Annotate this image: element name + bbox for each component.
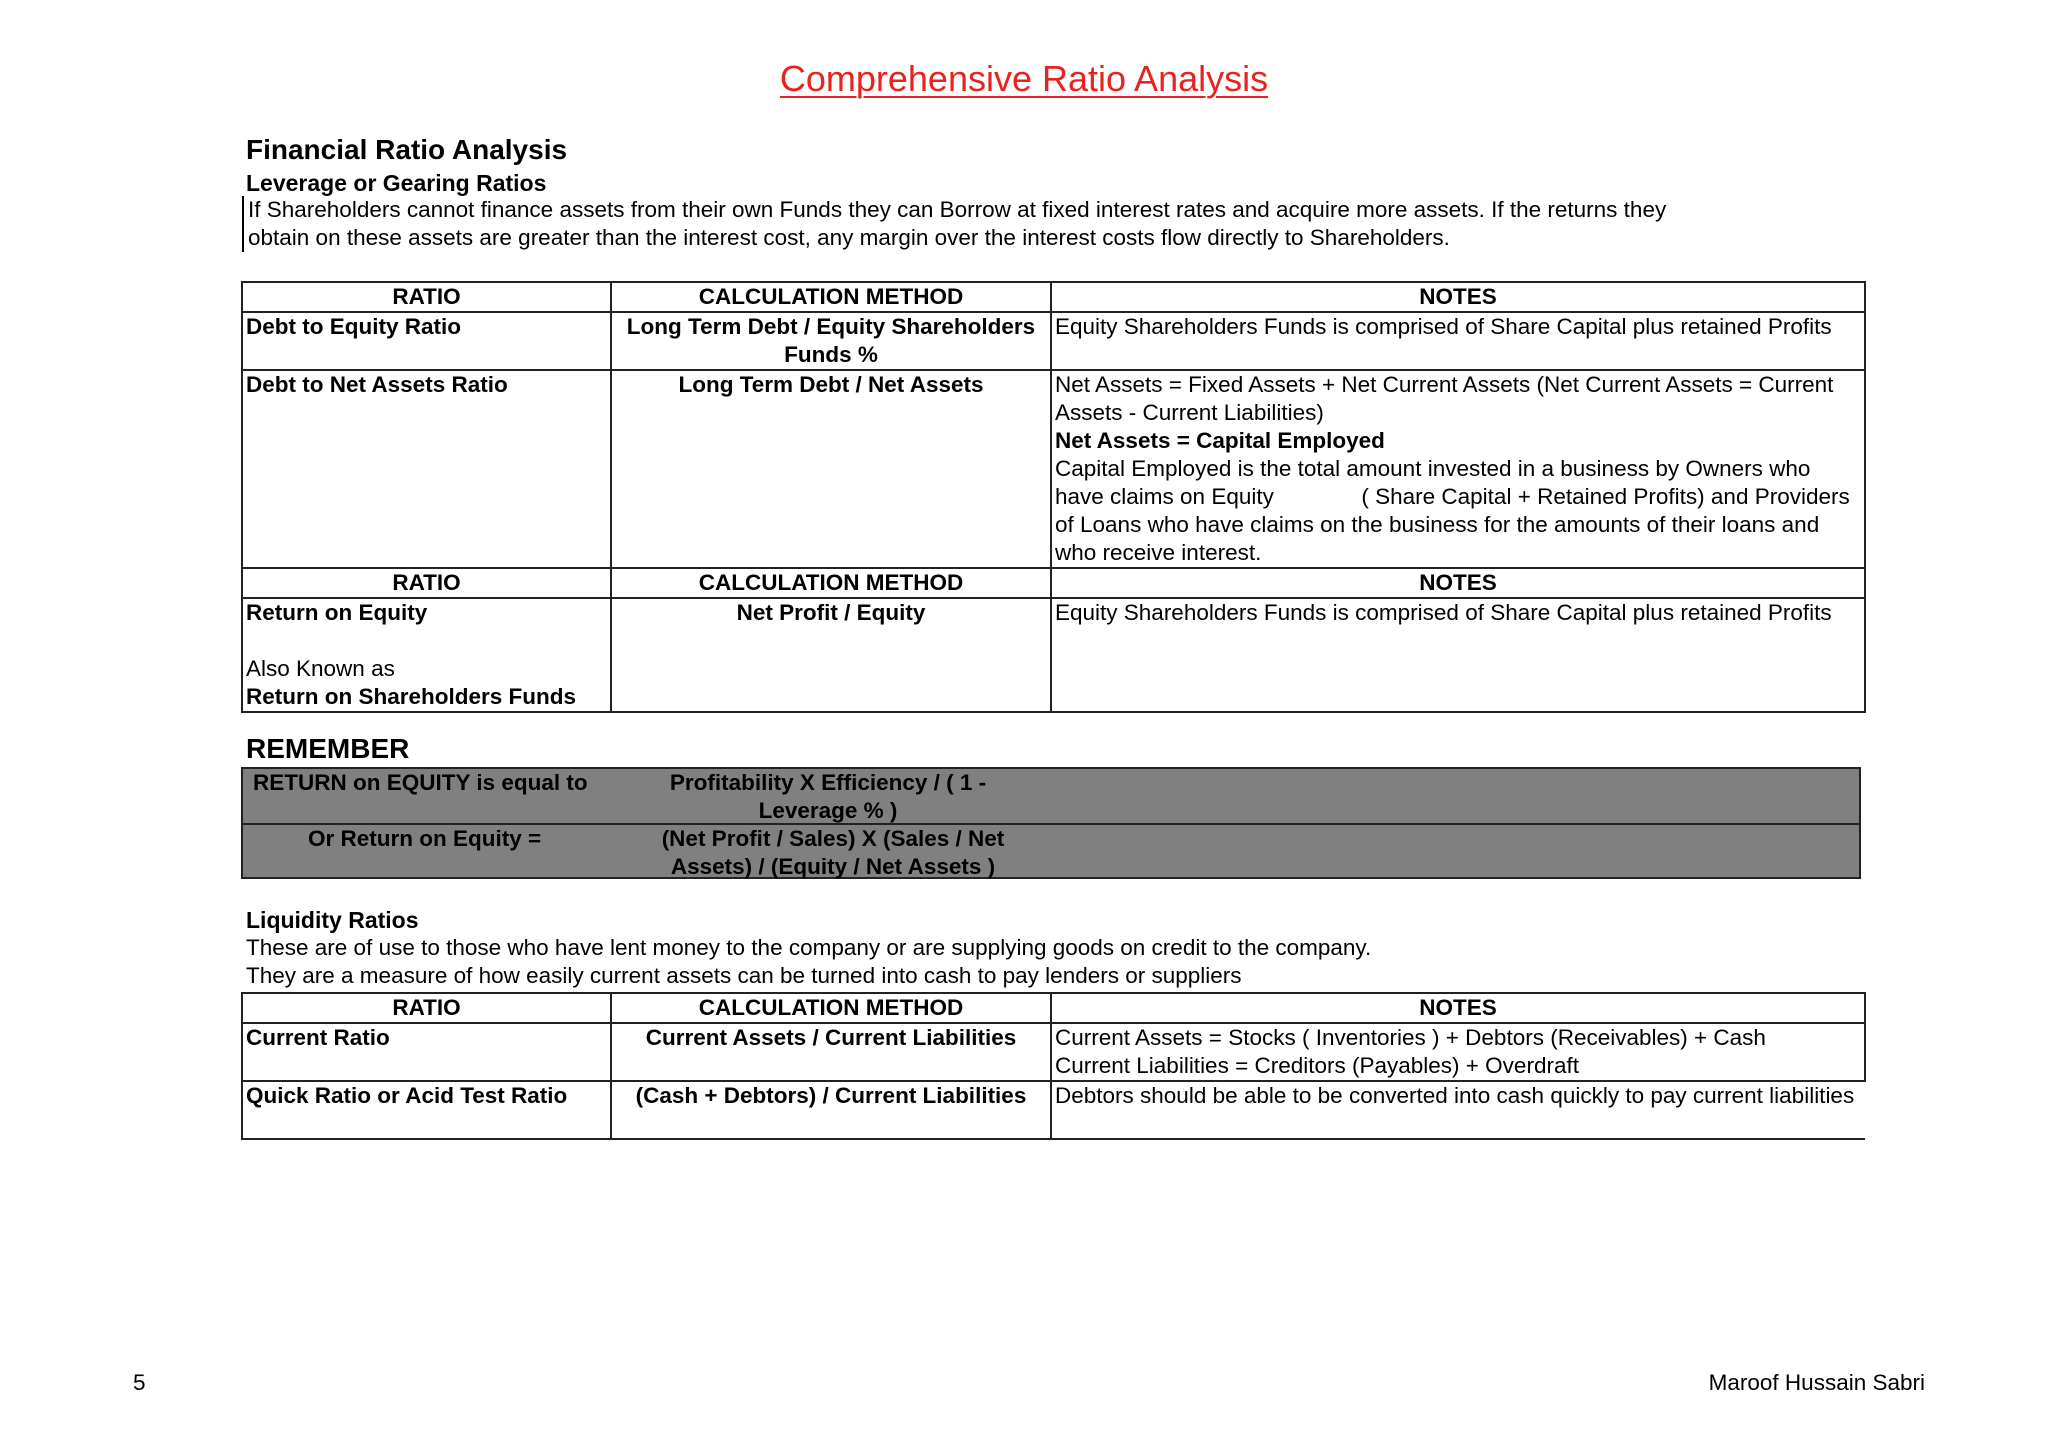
header-notes: NOTES bbox=[1051, 282, 1865, 312]
notes-emphasis: Net Assets = Capital Employed bbox=[1055, 428, 1385, 453]
ratio-name bbox=[242, 598, 611, 712]
table-header-row bbox=[242, 993, 1865, 1023]
table-row bbox=[242, 598, 1865, 712]
author-name: Maroof Hussain Sabri bbox=[1708, 1370, 1925, 1395]
header-notes: NOTES bbox=[1051, 993, 1865, 1023]
aka-label: Also Known as bbox=[246, 656, 395, 681]
header-calculation-method: CALCULATION METHOD bbox=[611, 993, 1051, 1023]
page-number: 5 bbox=[133, 1370, 146, 1395]
remember-label: REMEMBER bbox=[246, 733, 410, 764]
roe-formula-line: (Net Profit / Sales) X (Sales / Net bbox=[661, 826, 1005, 851]
roe-alt-label: Or Return on Equity = bbox=[308, 826, 542, 851]
liquidity-intro-line: They are a measure of how easily current assets can be turned into cash to pay lenders or suppliers bbox=[246, 963, 1242, 988]
ratio-notes: Debtors should be able to be converted into cash quickly to pay current liabilities bbox=[1051, 1081, 1865, 1139]
liquidity-intro-line: These are of use to those who have lent money to the company or are supplying goods on credit to the company. bbox=[246, 935, 1372, 960]
header-calculation-method: CALCULATION METHOD bbox=[611, 282, 1051, 312]
leverage-intro-line: obtain on these assets are greater than the interest cost, any margin over the interest costs flow directly to Shareholders. bbox=[248, 225, 1450, 250]
header-calculation-method: CALCULATION METHOD bbox=[611, 568, 1051, 598]
roe-formula bbox=[663, 769, 993, 825]
notes-text: Net Assets = Fixed Assets + Net Current Assets (Net Current Assets = Current Assets - Current Liabilities) bbox=[1055, 372, 1834, 425]
liquidity-ratio-table bbox=[241, 992, 1866, 1140]
ratio-notes: Equity Shareholders Funds is comprised of Share Capital plus retained Profits bbox=[1051, 598, 1865, 712]
notes-text: Current Liabilities = Creditors (Payables) + Overdraft bbox=[1055, 1053, 1579, 1078]
header-ratio: RATIO bbox=[242, 282, 611, 312]
roe-alt-formula bbox=[583, 825, 1083, 881]
ratio-name: Current Ratio bbox=[242, 1023, 611, 1081]
ratio-notes bbox=[1051, 1023, 1865, 1081]
table-row bbox=[242, 1023, 1865, 1081]
calculation-method: Long Term Debt / Net Assets bbox=[611, 370, 1051, 568]
roe-formula-line: Leverage % ) bbox=[758, 798, 898, 823]
calculation-method: Net Profit / Equity bbox=[611, 598, 1051, 712]
leverage-heading: Leverage or Gearing Ratios bbox=[246, 170, 547, 196]
remember-box bbox=[241, 767, 1861, 879]
ratio-name: Quick Ratio or Acid Test Ratio bbox=[242, 1081, 611, 1139]
ratio-name: Debt to Equity Ratio bbox=[242, 312, 611, 370]
ratio-name-text: Return on Equity bbox=[246, 600, 428, 625]
calculation-method: Current Assets / Current Liabilities bbox=[611, 1023, 1051, 1081]
section-heading: Financial Ratio Analysis bbox=[246, 134, 568, 165]
roe-label: RETURN on EQUITY is equal to bbox=[253, 770, 588, 795]
notes-text: Capital Employed is the total amount invested in a business by Owners who have claims on Equity ( Share Capital + Retained Profits) and Providers of Loans who have claims on the business for the amounts of their loans and who receive interest. bbox=[1055, 456, 1857, 565]
ratio-notes: Equity Shareholders Funds is comprised of Share Capital plus retained Profits bbox=[1051, 312, 1865, 370]
leverage-intro-line: If Shareholders cannot finance assets from their own Funds they can Borrow at fixed interest rates and acquire more assets. If the returns they bbox=[248, 197, 1667, 222]
header-ratio: RATIO bbox=[242, 568, 611, 598]
ratio-notes bbox=[1051, 370, 1865, 568]
page-title: Comprehensive Ratio Analysis bbox=[779, 58, 1269, 99]
calculation-method: Long Term Debt / Equity Shareholders Funds % bbox=[611, 312, 1051, 370]
table-row bbox=[242, 312, 1865, 370]
roe-formula-line: Profitability X Efficiency / ( 1 - bbox=[669, 770, 987, 795]
roe-formula-line: Assets) / (Equity / Net Assets ) bbox=[670, 854, 996, 879]
header-ratio: RATIO bbox=[242, 993, 611, 1023]
table-row bbox=[242, 1081, 1865, 1139]
calculation-method: (Cash + Debtors) / Current Liabilities bbox=[611, 1081, 1051, 1139]
leverage-intro bbox=[242, 196, 1748, 252]
leverage-ratio-table bbox=[241, 281, 1866, 713]
header-notes: NOTES bbox=[1051, 568, 1865, 598]
table-header-row bbox=[242, 282, 1865, 312]
table-row bbox=[242, 370, 1865, 568]
aka-name: Return on Shareholders Funds bbox=[246, 684, 577, 709]
notes-text: Current Assets = Stocks ( Inventories ) + Debtors (Receivables) + Cash bbox=[1055, 1025, 1766, 1050]
liquidity-heading: Liquidity Ratios bbox=[246, 907, 419, 933]
ratio-name: Debt to Net Assets Ratio bbox=[242, 370, 611, 568]
table-header-row bbox=[242, 568, 1865, 598]
